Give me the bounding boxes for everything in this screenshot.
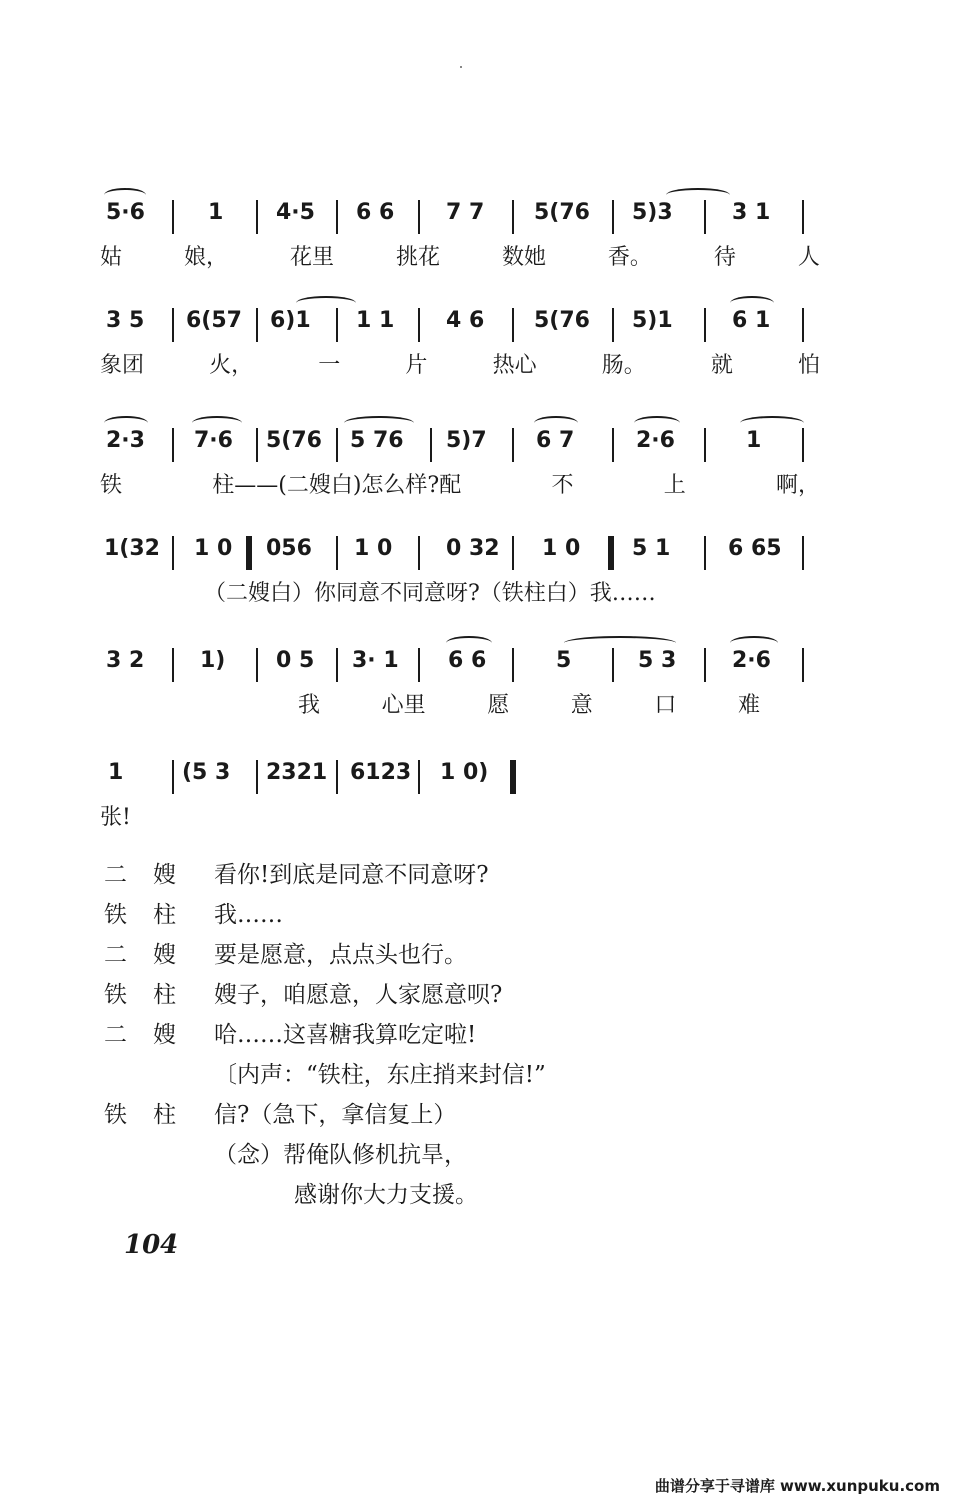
barline (256, 200, 258, 234)
barline (802, 308, 804, 342)
measure: 6 7 (536, 428, 575, 453)
line-text: （念）帮俺队修机抗旱， (214, 1142, 467, 1168)
lyric: 一 (318, 353, 341, 378)
line-text: 感谢你大力支援。 (294, 1182, 478, 1208)
measure: 5·6 (106, 200, 145, 225)
barline (336, 536, 338, 570)
final-barline (510, 760, 516, 794)
measure: 5 76 (350, 428, 404, 453)
barline (802, 200, 804, 234)
measure: (5 3 (182, 760, 231, 785)
measure: 6 6 (448, 648, 487, 673)
line-text: 我…… (214, 902, 283, 928)
measure: 5)3 (632, 200, 673, 225)
barline (172, 200, 174, 234)
notes-line (100, 196, 820, 232)
lyric: 热心 (492, 353, 537, 378)
measure: 3 2 (106, 648, 145, 673)
line-text: 哈……这喜糖我算吃定啦! (214, 1022, 477, 1048)
speaker: 二嫂 (104, 862, 202, 888)
page-number: 104 (124, 1230, 179, 1260)
measure: 6 65 (728, 536, 782, 561)
measure: 056 (266, 536, 312, 561)
measure: 5 (556, 648, 572, 673)
barline (704, 308, 706, 342)
lyric: 怕 (797, 353, 820, 378)
measure: 1(32 (104, 536, 160, 561)
speaker: 二嫂 (104, 942, 202, 968)
recited-line (104, 1136, 467, 1170)
measure: 0 5 (276, 648, 315, 673)
dialogue-line (104, 976, 502, 1010)
barline (802, 536, 804, 570)
measure: 1 0 (542, 536, 581, 561)
measure: 6(57 (186, 308, 242, 333)
repeat-barline (608, 536, 614, 570)
lyric: 待 (713, 245, 736, 270)
measure: 7·6 (194, 428, 233, 453)
barline (418, 200, 420, 234)
measure: 4 6 (446, 308, 485, 333)
measure: 2·6 (732, 648, 771, 673)
lyric: 人 (797, 245, 820, 270)
lyric: 火， (209, 353, 254, 378)
dialogue-line (104, 936, 467, 970)
barline (612, 648, 614, 682)
lyrics-line (100, 468, 820, 502)
speaker: 铁柱 (104, 902, 202, 928)
measure: 1 0 (194, 536, 233, 561)
barline (256, 648, 258, 682)
barline (418, 536, 420, 570)
lyric: 难 (737, 693, 760, 718)
barline (172, 428, 174, 462)
barline (418, 308, 420, 342)
measure: 5)1 (632, 308, 673, 333)
notes-line (100, 304, 820, 340)
notes-line (100, 532, 820, 568)
lyric: 香。 (607, 245, 652, 270)
measure: 1 0) (440, 760, 489, 785)
speaker: 铁柱 (104, 982, 202, 1008)
measure: 5(76 (534, 200, 590, 225)
lyric: 心里 (381, 693, 426, 718)
measure: 2·6 (636, 428, 675, 453)
slur (666, 188, 730, 202)
barline (704, 428, 706, 462)
scan-speck (460, 66, 462, 68)
notes-line (100, 644, 820, 680)
measure: 1 0 (354, 536, 393, 561)
measure: 5(76 (266, 428, 322, 453)
notes-line (100, 424, 820, 460)
measure: 5(76 (534, 308, 590, 333)
lyric: 口 (654, 693, 677, 718)
lyrics-line (100, 688, 820, 722)
barline (336, 308, 338, 342)
measure: 6)1 (270, 308, 311, 333)
lyric: 花里 (289, 245, 334, 270)
line-text: 信?（急下，拿信复上） (214, 1102, 457, 1128)
lyric: 片 (405, 353, 428, 378)
measure: 3 5 (106, 308, 145, 333)
measure: 6 6 (356, 200, 395, 225)
measure: 5 1 (632, 536, 671, 561)
measure: 5 3 (638, 648, 677, 673)
lyric: 上 (663, 473, 686, 498)
lyrics-line (100, 348, 820, 382)
lyric: 挑花 (395, 245, 440, 270)
repeat-barline (246, 536, 252, 570)
barline (418, 760, 420, 794)
measure: 1) (200, 648, 226, 673)
barline (256, 428, 258, 462)
lyric: 铁 (100, 473, 123, 498)
dialogue-line (104, 896, 283, 930)
lyric: 啊， (775, 473, 820, 498)
line-text: 要是愿意，点点头也行。 (214, 942, 467, 968)
lyric: 张! (100, 805, 131, 830)
measure: 0 32 (446, 536, 500, 561)
dialogue-line (104, 1016, 476, 1050)
measure: 6 1 (732, 308, 771, 333)
barline (430, 428, 432, 462)
barline (704, 536, 706, 570)
barline (612, 428, 614, 462)
lyrics-line (100, 576, 820, 610)
footer-watermark: 曲谱分享于寻谱库 www.xunpuku.com (654, 1477, 940, 1495)
speaker: 二嫂 (104, 1022, 202, 1048)
barline (172, 760, 174, 794)
barline (256, 308, 258, 342)
barline (172, 648, 174, 682)
lyric: 我 (298, 693, 321, 718)
lyrics-line (100, 800, 820, 834)
barline (704, 200, 706, 234)
barline (802, 428, 804, 462)
barline (336, 648, 338, 682)
barline (512, 200, 514, 234)
measure: 1 1 (356, 308, 395, 333)
measure: 3· 1 (352, 648, 399, 673)
measure: 4·5 (276, 200, 315, 225)
lyric: 柱——(二嫂白)怎么样?配 (212, 473, 462, 498)
measure: 7 7 (446, 200, 485, 225)
recited-line (184, 1176, 478, 1210)
lyric: 娘， (183, 245, 228, 270)
barline (336, 428, 338, 462)
barline (256, 760, 258, 794)
measure: 1 (746, 428, 762, 453)
measure: 3 1 (732, 200, 771, 225)
lyric: 肠。 (601, 353, 646, 378)
measure: 6123 (350, 760, 412, 785)
barline (336, 200, 338, 234)
line-text: 看你!到底是同意不同意呀? (214, 862, 489, 888)
barline (512, 648, 514, 682)
barline (704, 648, 706, 682)
barline (172, 308, 174, 342)
measure: 1 (208, 200, 224, 225)
measure: 1 (108, 760, 124, 785)
barline (612, 200, 614, 234)
barline (802, 648, 804, 682)
dialogue-line (104, 1096, 456, 1130)
lyric: 姑 (100, 245, 123, 270)
measure: 5)7 (446, 428, 487, 453)
lyric: 象团 (100, 353, 145, 378)
dialogue-line (104, 856, 489, 890)
lyric: 不 (551, 473, 574, 498)
barline (336, 760, 338, 794)
lyric: 愿 (487, 693, 510, 718)
measure: 2·3 (106, 428, 145, 453)
line-text: 〔内声：“铁柱，东庄捎来封信!” (214, 1062, 546, 1088)
barline (418, 648, 420, 682)
barline (612, 308, 614, 342)
lyric: 就 (710, 353, 733, 378)
lyric: 意 (570, 693, 593, 718)
barline (512, 428, 514, 462)
lyric: （二嫂白）你同意不同意呀?（铁柱白）我…… (204, 581, 656, 606)
measure: 2321 (266, 760, 328, 785)
lyrics-line (100, 240, 820, 274)
notes-line (100, 756, 820, 792)
barline (172, 536, 174, 570)
lyric: 数她 (501, 245, 546, 270)
barline (512, 536, 514, 570)
line-text: 嫂子，咱愿意，人家愿意呗? (214, 982, 503, 1008)
barline (512, 308, 514, 342)
speaker: 铁柱 (104, 1102, 202, 1128)
stage-direction (104, 1056, 546, 1090)
